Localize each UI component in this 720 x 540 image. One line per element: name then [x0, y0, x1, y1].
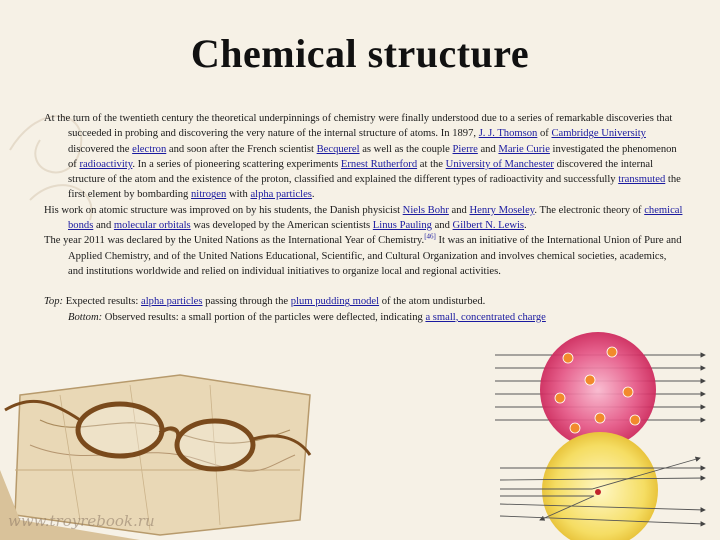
caption-top [44, 294, 684, 309]
link-ernest-rutherford[interactable]: Ernest Rutherford [340, 158, 418, 170]
link-cambridge-university[interactable]: Cambridge University [551, 128, 646, 140]
link-jj-thomson[interactable]: J. J. Thomson [478, 128, 538, 140]
text-run: and soon after the French scientist [166, 143, 317, 155]
text-run: of the atom undisturbed. [379, 296, 486, 308]
link-alpha-particles[interactable]: alpha particles [250, 189, 312, 201]
text-run: of [537, 128, 552, 140]
link-molecular-orbitals[interactable]: molecular orbitals [113, 220, 191, 232]
link-linus-pauling[interactable]: Linus Pauling [372, 220, 432, 232]
link-small-concentrated-charge[interactable]: a small, concentrated charge [425, 311, 546, 323]
text-run: At the turn of the twentieth century the theoretical underpinnings of chemistry were finally understood due to a series of remarkable discoveries that succeeded in probing and discovering the very nature of the internal structure of atoms. In 1897, [44, 113, 673, 140]
link-pierre[interactable]: Pierre [452, 143, 478, 155]
link-transmuted[interactable]: transmuted [618, 174, 666, 186]
content-body [44, 111, 684, 325]
text-run: the first element by bombarding [68, 174, 681, 201]
text-run: and [93, 220, 114, 232]
link-electron[interactable]: electron [132, 143, 167, 155]
link-gilbert-n-lewis[interactable]: Gilbert N. Lewis [452, 220, 525, 232]
caption-bottom [44, 310, 684, 325]
link-plum-pudding-model[interactable]: plum pudding model [290, 296, 380, 308]
text-run: Observed results: a small portion of the particles were deflected, indicating [102, 311, 426, 323]
text-run: at the [417, 158, 446, 170]
text-run: It was an initiative of the International Union of Pure and Applied Chemistry, and of the United Nations Educational, Scientific, and Cultural Organization and involves chemical societies, academics, and institutions worldwide and relied on individual initiatives to organize local and regional activities. [68, 235, 682, 277]
caption-top-label: Top: [44, 296, 64, 308]
text-run: and [448, 204, 470, 216]
text-run: . [524, 220, 527, 232]
text-run: as well as the couple [359, 143, 453, 155]
link-nitrogen[interactable]: nitrogen [190, 189, 227, 201]
watermark: www.troyrebook.ru [8, 512, 155, 530]
text-run: with [226, 189, 251, 201]
text-run: and [431, 220, 453, 232]
link-chemical-bonds[interactable]: chemical bonds [68, 204, 683, 232]
link-becquerel[interactable]: Becquerel [316, 143, 360, 155]
link-niels-bohr[interactable]: Niels Bohr [402, 204, 449, 216]
text-run: The year 2011 was declared by the United Nations as the International Year of Chemistry. [44, 235, 425, 247]
text-run: and [477, 143, 499, 155]
paragraph-atomic-discoveries [44, 111, 684, 203]
text-run: . In a series of pioneering scattering experiments [132, 158, 341, 170]
text-run: discovered the [68, 143, 133, 155]
citation-ref[interactable]: [46] [424, 232, 436, 241]
text-run: discovered the internal structure of the atom and the existence of the proton, classified and explained the different types of radioactivity and successfully [68, 158, 654, 186]
link-university-of-manchester[interactable]: University of Manchester [445, 158, 554, 170]
caption-bottom-label: Bottom: [68, 311, 103, 323]
spacer [44, 279, 684, 294]
paragraph-bohr-moseley [44, 203, 684, 234]
link-radioactivity[interactable]: radioactivity [79, 158, 133, 170]
text-run: . [311, 189, 315, 201]
link-alpha-particles-caption[interactable]: alpha particles [141, 296, 203, 308]
text-run: investigated the phenomenon of [68, 143, 677, 170]
text-run: His work on atomic structure was improved on by his students, the Danish physicist [44, 204, 403, 216]
text-run: was developed by the American scientists [190, 220, 373, 232]
link-marie-curie[interactable]: Marie Curie [498, 143, 550, 155]
slide-title: Chemical structure [190, 31, 530, 76]
paragraph-year-of-chemistry [44, 233, 684, 279]
text-run: Expected results: [63, 296, 142, 308]
link-henry-moseley[interactable]: Henry Moseley [469, 204, 535, 216]
text-run: . The electronic theory of [534, 204, 645, 216]
text-run: passing through the [202, 296, 291, 308]
